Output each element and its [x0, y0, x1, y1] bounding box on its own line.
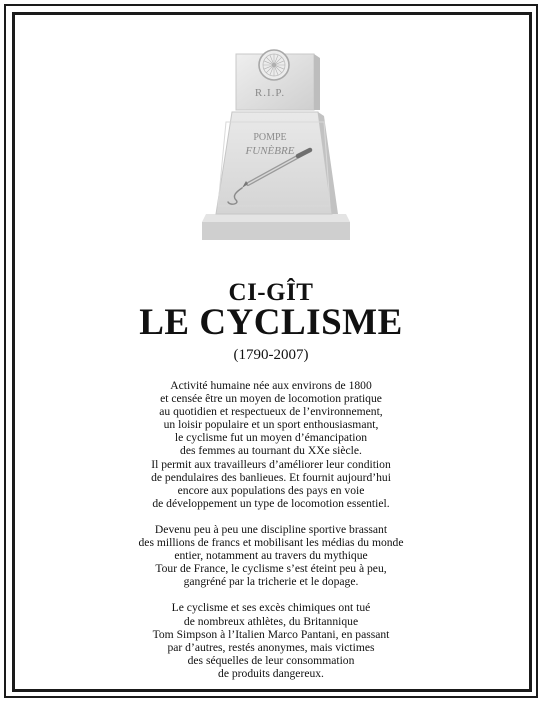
- title-ci-git: CI-GÎT: [228, 279, 314, 306]
- text-line: de pendulaires des banlieues. Et fournit aujourd’hui: [151, 470, 391, 484]
- text-line: entier, notamment au travers du mythique: [174, 549, 368, 563]
- text-line: encore aux populations des pays en voie: [177, 483, 365, 497]
- text-line: de nombreux athlètes, du Britannique: [183, 614, 359, 628]
- text-line: Il permit aux travailleurs d’améliorer leur condition: [151, 457, 391, 471]
- text-line: des séquelles de leur consommation: [187, 653, 355, 667]
- paragraph-2: [0, 523, 542, 588]
- text-line: Activité humaine née aux environs de 1800: [170, 379, 372, 392]
- text-line: gangréné par la tricherie et le dopage.: [183, 575, 359, 589]
- obituary-text: [0, 379, 542, 680]
- wheel-icon: [259, 50, 289, 80]
- plaque-line1: POMPE: [253, 132, 287, 143]
- text-line: par d’autres, restés anonymes, mais victimes: [167, 640, 375, 654]
- paragraph-3: [0, 601, 542, 680]
- text-line: de développement un type de locomotion essentiel.: [152, 496, 390, 510]
- text-line: des millions de francs et mobilisant les médias du monde: [138, 536, 404, 550]
- text-line: des femmes au tournant du XXe siècle.: [180, 444, 362, 458]
- text-line: Le cyclisme et ses excès chimiques ont tué: [171, 601, 371, 615]
- dates: (1790-2007): [233, 347, 309, 363]
- text-line: Tom Simpson à l’Italien Marco Pantani, en passant: [152, 627, 390, 641]
- title-le-cyclisme: LE CYCLISME: [139, 302, 403, 343]
- text-line: de produits dangereux.: [218, 666, 324, 680]
- text-line: Tour de France, le cyclisme s’est éteint peu à peu,: [155, 562, 387, 576]
- plaque-line2: FUNÈBRE: [245, 145, 295, 157]
- tombstone-illustration: [196, 36, 356, 242]
- text-line: le cyclisme fut un moyen d’émancipation: [174, 431, 368, 445]
- text-line: Devenu peu à peu une discipline sportive brassant: [154, 522, 388, 536]
- epitaph-text: R.I.P.: [254, 87, 286, 99]
- text-line: un loisir populaire et un sport enthousiasmant,: [163, 418, 379, 432]
- text-line: et censée être un moyen de locomotion pratique: [160, 392, 382, 406]
- paragraph-1: [0, 379, 542, 510]
- text-line: au quotidien et respectueux de l’environnement,: [159, 405, 383, 419]
